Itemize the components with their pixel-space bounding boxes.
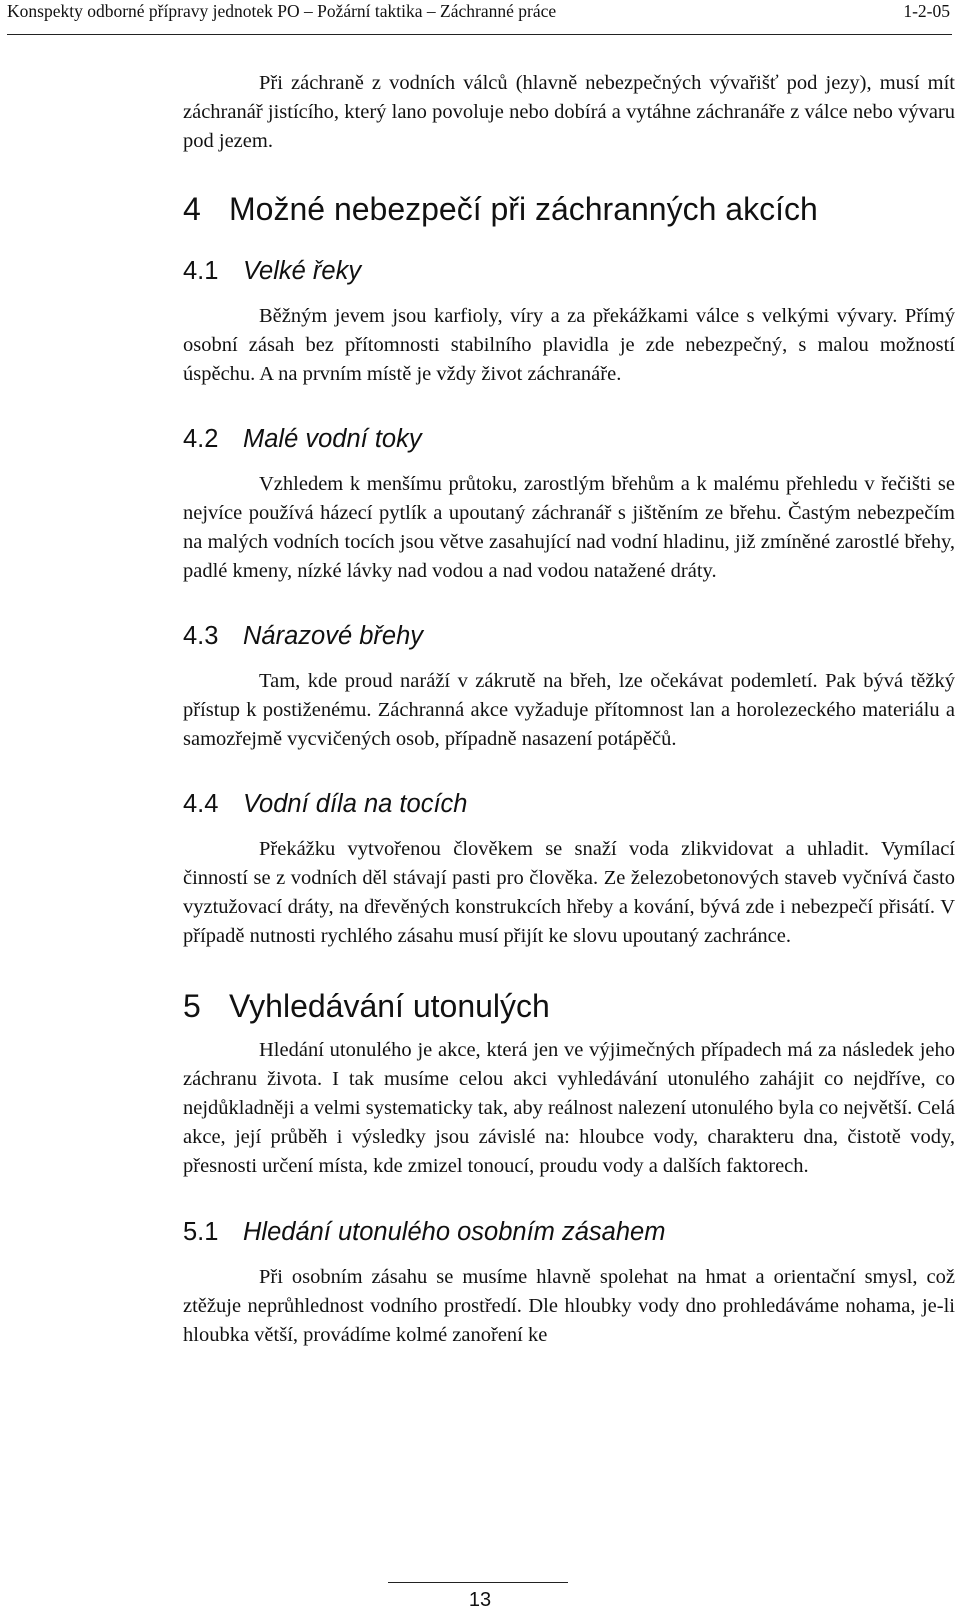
paragraph: Hledání utonulého je akce, která jen ve výjimečných případech má za následek jeho záchranu života. I tak musíme celou akci vyhledávání utonulého zahájit co nejdříve, co nejdůkladněji a velmi systematicky tak, aby reálnost nalezení utonulého byla co největší. Celá akce, její průběh i výsledky jsou závislé na: hloubce vody, charakteru dna, čistotě vody, přesnosti určení místa, kde zmizel tonoucí, proudu vody a dalších faktorech. [183, 1039, 955, 1177]
section-title: Možné nebezpečí při záchranných akcích [229, 191, 818, 227]
subsection-title: Velké řeky [243, 257, 362, 285]
section-heading-4 [183, 191, 955, 227]
subsection-title: Nárazové břehy [243, 622, 424, 650]
paragraph: Překážku vytvořenou člověkem se snaží voda zlikvidovat a uhladit. Vymílací činností se z vodních děl stávají pasti pro člověka. Ze železobetonových staveb vyčnívá často vyztužovací dráty, na dřevěných konstrukcích hřeby a kování, bývá zde i nebezpečí přisátí. V případě nutnosti rychlého zásahu musí přijít ke slovu upoutaný zachránce. [183, 838, 955, 947]
body-text [183, 69, 955, 1350]
paragraph: Při záchraně z vodních válců (hlavně nebezpečných vývařišť pod jezy), musí mít záchranář jistícího, který lano povoluje nebo dobírá a vytáhne záchranáře z válce nebo vývaru pod jezem. [183, 72, 955, 152]
running-header [7, 0, 952, 35]
subsection-number: 5.1 [183, 1218, 219, 1246]
paragraph: Vzhledem k menšímu průtoku, zarostlým břehům a k malému přehledu v řečišti se nejvíce používá házecí pytlík a upoutaný záchranář s jištěním ze břehu. Častým nebezpečím na malých vodních tocích jsou větve zasahující nad vodní hladinu, již zmíněné zarostlé břehy, padlé kmeny, nízké lávky nad vodou a nad vodou natažené dráty. [183, 473, 955, 582]
subsection-number: 4.1 [183, 257, 219, 285]
subsection-heading-5-1 [183, 1217, 955, 1247]
section-heading-5 [183, 988, 955, 1024]
subsection-heading-4-1 [183, 256, 955, 286]
paragraph: Při osobním zásahu se musíme hlavně spolehat na hmat a orientační smysl, což ztěžuje neprůhlednost vodního prostředí. Dle hloubky vody dno prohledáváme nohama, je-li hloubka větší, provádíme kolmé zanoření ke [183, 1266, 955, 1346]
subsection-number: 4.2 [183, 425, 219, 453]
page-number: 13 [468, 1589, 492, 1611]
header-code: 1-2-05 [903, 1, 950, 21]
subsection-number: 4.4 [183, 790, 219, 818]
footer-rule [388, 1582, 568, 1583]
subsection-heading-4-2 [183, 424, 955, 454]
section-title: Vyhledávání utonulých [229, 988, 550, 1024]
subsection-number: 4.3 [183, 622, 219, 650]
subsection-heading-4-4 [183, 789, 955, 819]
subsection-title: Vodní díla na tocích [243, 790, 468, 818]
header-title: Konspekty odborné přípravy jednotek PO – Požární taktika – Záchranné práce [7, 1, 557, 21]
section-number: 5 [183, 988, 201, 1024]
section-number: 4 [183, 191, 201, 227]
paragraph: Běžným jevem jsou karfioly, víry a za překážkami válce s velkými vývary. Přímý osobní zásah bez přítomnosti stabilního plavidla je zde nebezpečný, s malou možností úspěchu. A na prvním místě je vždy život záchranáře. [183, 305, 955, 385]
subsection-heading-4-3 [183, 621, 955, 651]
subsection-title: Malé vodní toky [243, 425, 422, 453]
paragraph: Tam, kde proud naráží v zákrutě na břeh, lze očekávat podemletí. Pak bývá těžký přístup k postiženému. Záchranná akce vyžaduje přítomnost lan a horolezeckého materiálu a samozřejmě vycvičených osob, případně nasazení potápěčů. [183, 670, 955, 750]
subsection-title: Hledání utonulého osobním zásahem [243, 1218, 666, 1246]
